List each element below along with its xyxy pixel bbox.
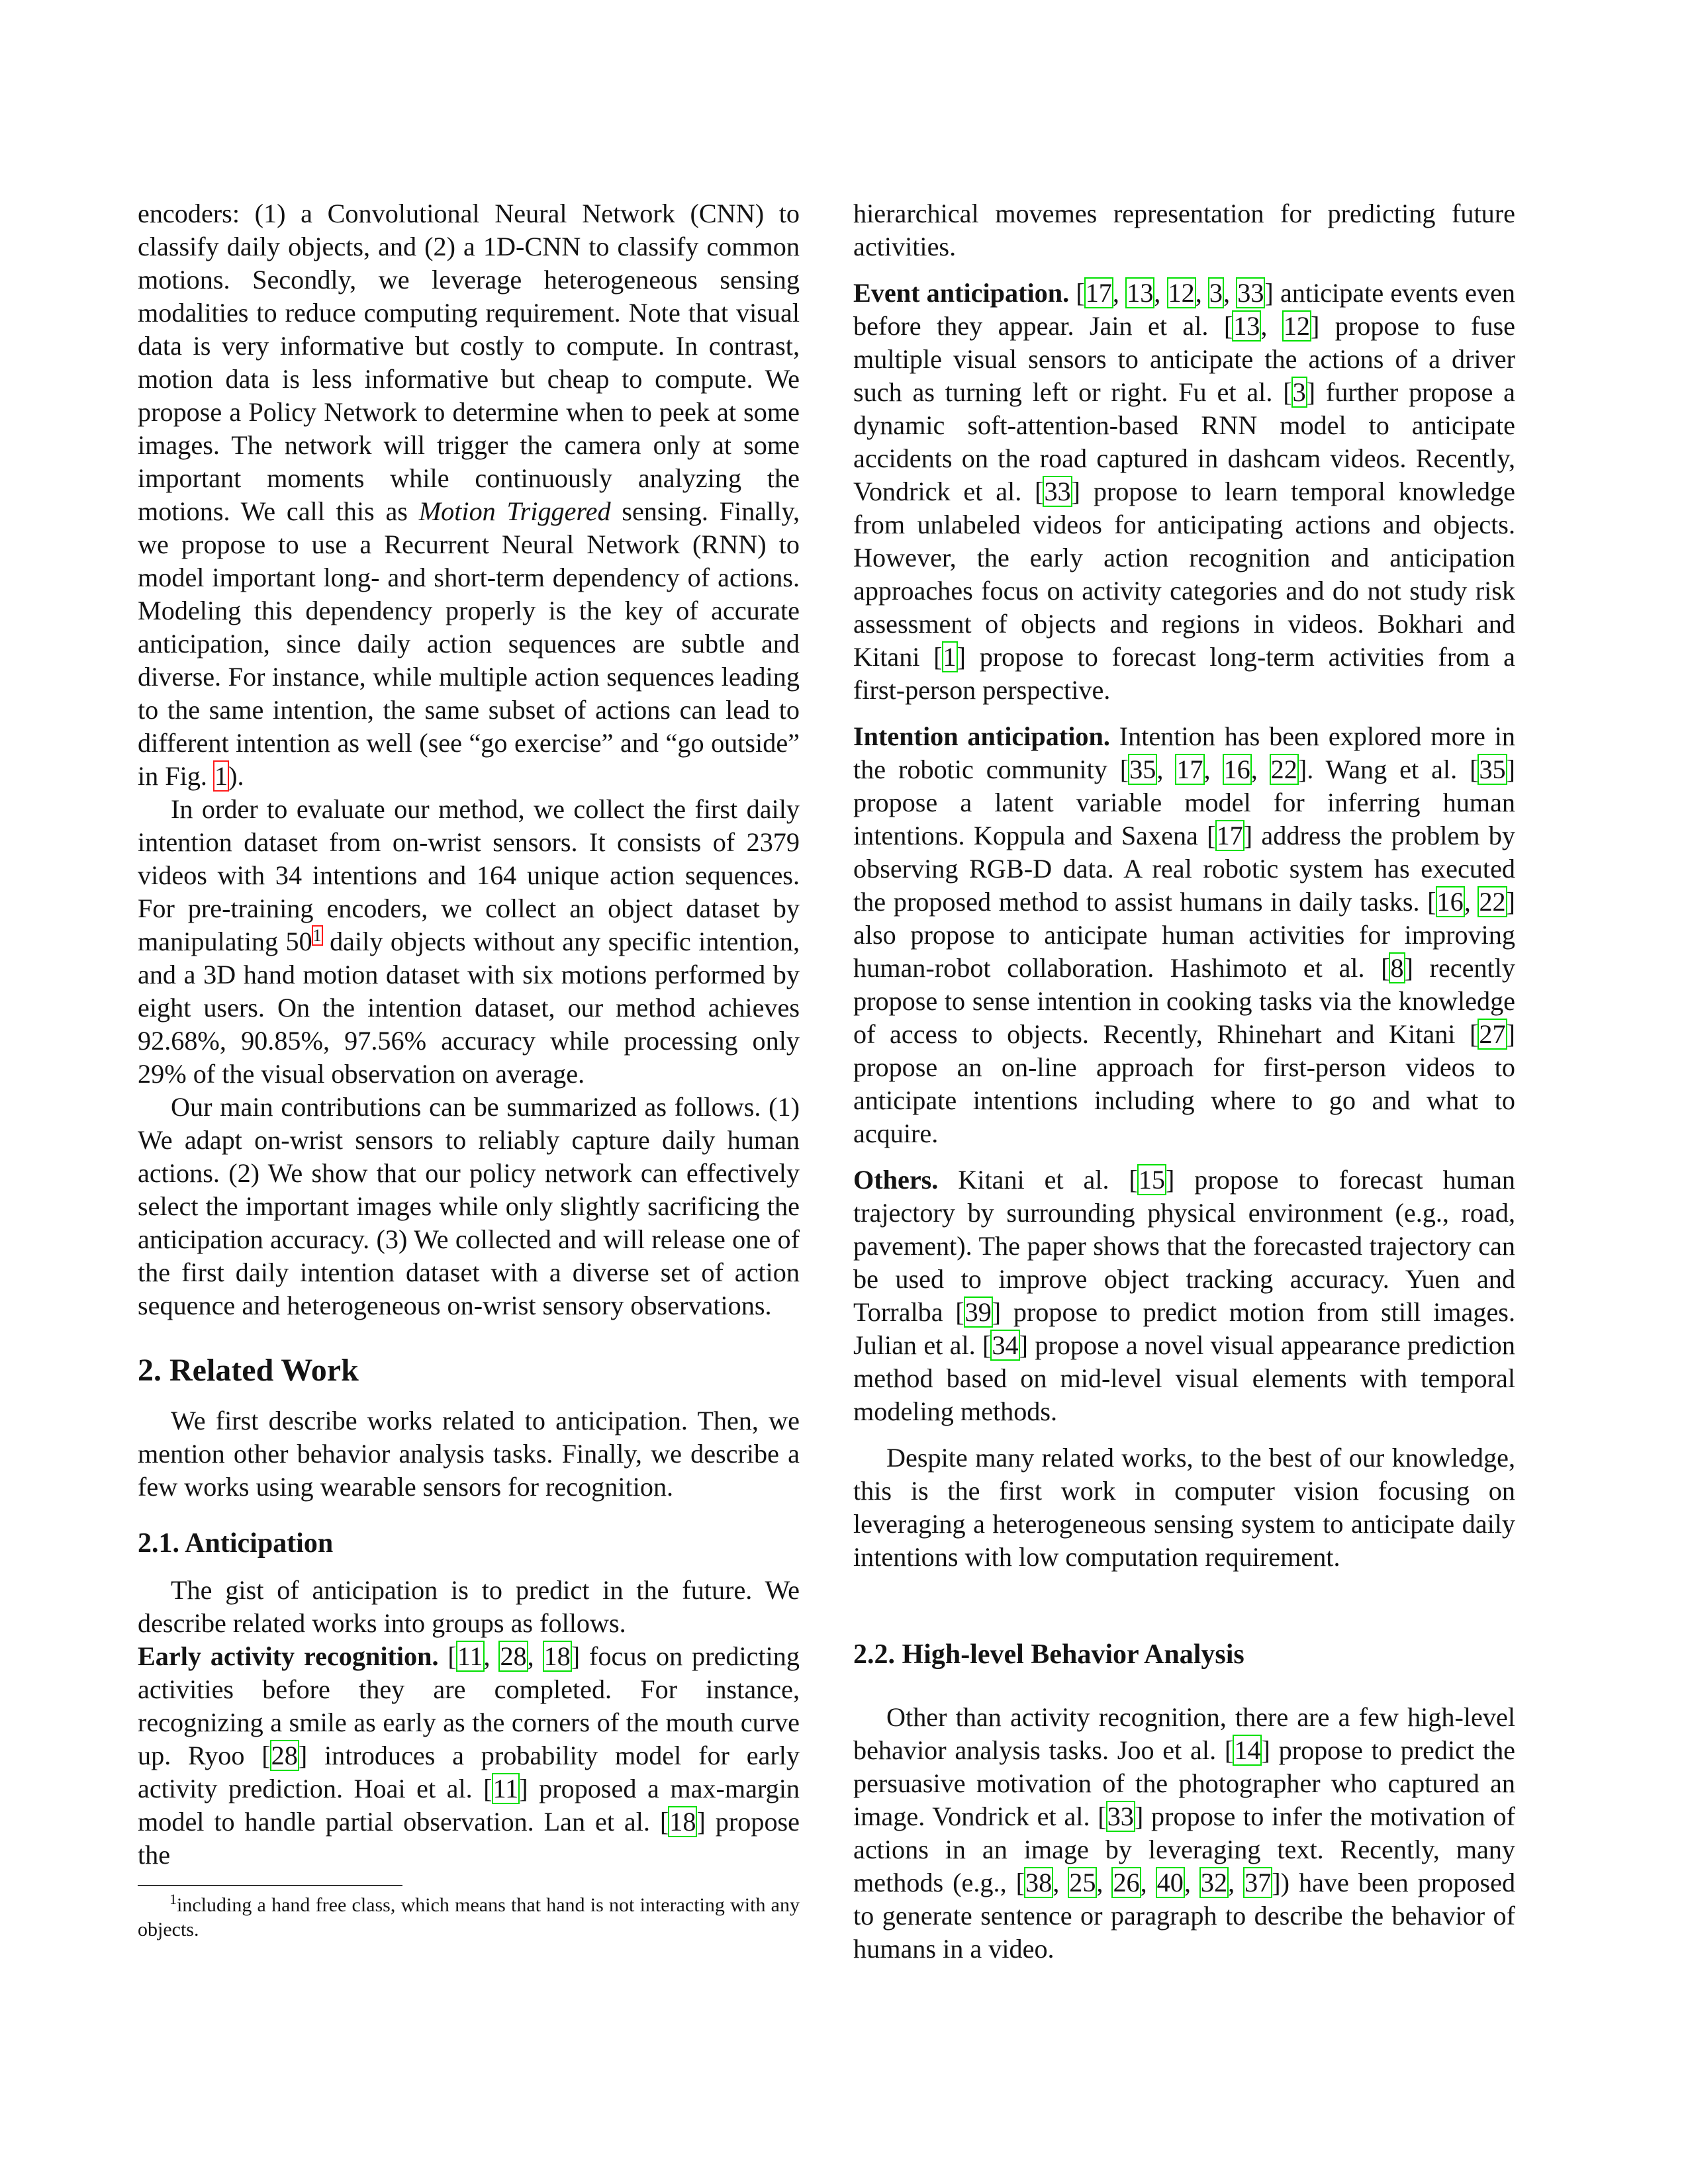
subsection-heading-behavior-analysis: 2.2. High-level Behavior Analysis	[853, 1639, 1244, 1670]
citation-link[interactable]: 12	[1283, 311, 1311, 341]
citation-link[interactable]: 35	[1479, 754, 1506, 784]
others-paragraph: Others. Kitani et al. [15] propose to forecast human trajectory by surrounding physical environment (e.g., road, pavement). The paper shows that the forecasted trajectory can be used to improve object tracking accuracy. Yuen and Torralba [39] propose to predict motion from still images. Julian et al. [34] propose a novel visual appearance prediction method based on mid-level visual elements with temporal modeling methods.	[853, 1165, 1515, 1426]
citation-link[interactable]: 12	[1168, 278, 1195, 308]
citation-link[interactable]: 16	[1436, 887, 1464, 917]
figure-link[interactable]: 1	[214, 761, 228, 791]
left-column	[138, 197, 800, 1942]
citation-link[interactable]: 14	[1234, 1735, 1261, 1765]
citation-link[interactable]: 33	[1237, 278, 1264, 308]
footnote-rule	[138, 1885, 402, 1886]
citation-link[interactable]: 27	[1479, 1019, 1506, 1049]
early-activity-paragraph: Early activity recognition. [11, 28, 18] focus on predicting activities before they are completed. For instance, recognizing a smile as early as the corners of the mouth curve up. Ryoo [28] introduces a probability model for early activity prediction. Hoai et al. [11] proposed a max-margin model to handle partial observation. Lan et al. [18] propose the	[138, 1641, 800, 1870]
citation-link[interactable]: 8	[1390, 953, 1404, 983]
citation-link[interactable]: 33	[1107, 1801, 1134, 1831]
runin-heading: Intention anticipation.	[853, 721, 1110, 751]
subsection-heading-anticipation: 2.1. Anticipation	[138, 1528, 334, 1559]
runin-heading: Event anticipation.	[853, 278, 1070, 308]
emphasis-motion-triggered: Motion Triggered	[418, 496, 611, 526]
citation-link[interactable]: 26	[1113, 1868, 1140, 1897]
citation-link[interactable]: 11	[492, 1774, 519, 1803]
citation-link[interactable]: 13	[1233, 311, 1260, 341]
citation-link[interactable]: 40	[1156, 1868, 1184, 1897]
citation-link[interactable]: 35	[1129, 754, 1156, 784]
continuation-paragraph: hierarchical movemes representation for predicting future activities.	[853, 199, 1515, 261]
footnote: $^1$including a hand free class, which means that hand is not interacting with any objects.	[138, 1891, 800, 1940]
citation-link[interactable]: 39	[964, 1297, 992, 1327]
footnote-link[interactable]: 1	[312, 925, 322, 945]
citation-link[interactable]: 28	[271, 1741, 298, 1770]
event-anticipation-paragraph: Event anticipation. [17, 13, 12, 3, 33] anticipate events even before they appear. Jain et al. [13, 12] propose to fuse multiple visual sensors to anticipate the actions of a driver such as turning left or right. Fu et al. [3] further propose a dynamic soft-attention-based RNN model to anticipate accidents on the road captured in dashcam videos. Recently, Vondrick et al. [33] propose to learn temporal knowledge from unlabeled videos for anticipating actions and objects. However, the early action recognition and anticipation approaches focus on activity categories and do not study risk assessment of objects and regions in videos. Bokhari and Kitani [1] propose to forecast long-term activities from a first-person perspective.	[853, 278, 1516, 705]
citation-link[interactable]: 38	[1025, 1868, 1053, 1897]
citation-link[interactable]: 3	[1292, 377, 1306, 407]
right-column	[853, 197, 1515, 1966]
intro-paragraph-1: encoders: (1) a Convolutional Neural Network (CNN) to classify daily objects, and (2) a 1D-CNN to classify common motions. Secondly, we leverage heterogeneous sensing modalities to reduce computing requirement. Note that visual data is very informative but costly to compute. In contrast, motion data is less informative but cheap to compute. We propose a Policy Network to determine when to peek at some images. The network will trigger the camera only at some important moments while continuously analyzing the motions. We call this as Motion Triggered sensing. Finally, we propose to use a Recurrent Neural Network (RNN) to model important long- and short-term dependency of actions. Modeling this dependency properly is the key of accurate anticipation, since daily action sequences are subtle and diverse. For instance, while multiple action sequences leading to the same intention, the same subset of actions can lead to different intention as well (see “go exercise” and “go outside” in Fig. 1).	[138, 199, 800, 791]
summary-paragraph: Despite many related works, to the best of our knowledge, this is the first work in computer vision focusing on leveraging a heterogeneous sensing system to anticipate daily intentions with low computation requirement.	[853, 1443, 1515, 1572]
citation-link[interactable]: 17	[1216, 821, 1243, 850]
intro-paragraph-2: In order to evaluate our method, we collect the first daily intention dataset from on-wrist sensors. It consists of 2379 videos with 34 intentions and 164 unique action sequences. For pre-training encoders, we collect an object dataset by manipulating 50$^1$ daily objects without any specific intention, and a 3D hand motion dataset with six motions performed by eight users. On the intention dataset, our method achieves 92.68%, 90.85%, 97.56% accuracy while processing only 29% of the visual observation on average.	[138, 794, 800, 1089]
citation-link[interactable]: 28	[500, 1641, 527, 1671]
citation-link[interactable]: 18	[543, 1641, 571, 1671]
citation-link[interactable]: 17	[1085, 278, 1112, 308]
citation-link[interactable]: 16	[1223, 754, 1250, 784]
citation-link[interactable]: 15	[1138, 1165, 1165, 1195]
citation-link[interactable]: 1	[943, 642, 957, 672]
section-heading-related-work: 2. Related Work	[138, 1353, 359, 1388]
citation-link[interactable]: 17	[1176, 754, 1203, 784]
intention-anticipation-paragraph: Intention anticipation. Intention has been explored more in the robotic community [35, 17, 16, 22]. Wang et al. [35] propose a latent variable model for inferring human intentions. Koppula and Saxena [17] address the problem by observing RGB-D data. A real robotic system has executed the proposed method to assist humans in daily tasks. [16, 22] also propose to anticipate human activities for improving human-robot collaboration. Hashimoto et al. [8] recently propose to sense intention in cooking tasks via the knowledge of access to objects. Recently, Rhinehart and Kitani [27] propose an on-line approach for first-person videos to anticipate intentions including where to go and what to acquire.	[853, 721, 1516, 1148]
runin-heading: Others.	[853, 1165, 939, 1195]
citation-link[interactable]: 33	[1044, 477, 1071, 506]
behavior-analysis-paragraph: Other than activity recognition, there are a few high-level behavior analysis tasks. Joo et al. [14] propose to predict the persuasive motivation of the photographer who captured an image. Vondrick et al. [33] propose to infer the motivation of actions in an image by leveraging text. Recently, many methods (e.g., [38, 25, 26, 40, 32, 37]) have been proposed to generate sentence or paragraph to describe the behavior of humans in a video.	[853, 1702, 1516, 1964]
citation-link[interactable]: 11	[457, 1641, 483, 1671]
citation-link[interactable]: 18	[669, 1807, 696, 1837]
citation-link[interactable]: 25	[1069, 1868, 1096, 1897]
citation-link[interactable]: 3	[1209, 278, 1223, 308]
citation-link[interactable]: 13	[1127, 278, 1154, 308]
citation-link[interactable]: 22	[1479, 887, 1506, 917]
citation-link[interactable]: 32	[1200, 1868, 1228, 1897]
anticipation-intro: The gist of anticipation is to predict in the future. We describe related works into groups as follows.	[138, 1575, 800, 1638]
citation-link[interactable]: 37	[1244, 1868, 1272, 1897]
citation-link[interactable]: 22	[1270, 754, 1297, 784]
related-work-intro: We first describe works related to anticipation. Then, we mention other behavior analysis tasks. Finally, we describe a few works using wearable sensors for recognition.	[138, 1406, 800, 1502]
citation-link[interactable]: 34	[992, 1330, 1019, 1360]
contributions-paragraph: Our main contributions can be summarized as follows. (1) We adapt on-wrist sensors to reliably capture daily human actions. (2) We show that our policy network can effectively select the important images while only slightly sacrificing the anticipation accuracy. (3) We collected and will release one of the first daily intention dataset with a diverse set of action sequence and heterogeneous on-wrist sensory observations.	[138, 1092, 800, 1320]
runin-heading: Early activity recognition.	[138, 1641, 439, 1671]
